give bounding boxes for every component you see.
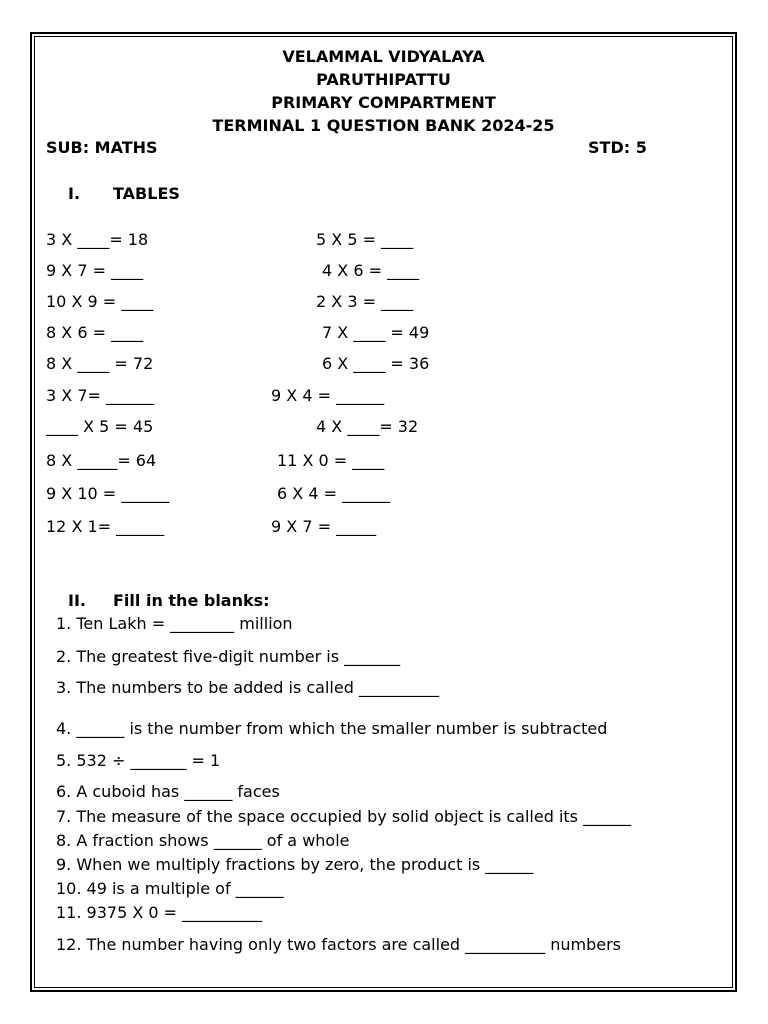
table-item-left: 3 X ____= 18 xyxy=(46,230,149,249)
section-2-numeral: II. xyxy=(68,591,86,610)
section-1-numeral: I. xyxy=(68,184,81,203)
compartment-title: PRIMARY COMPARTMENT xyxy=(271,93,496,112)
table-item-left: 12 X 1= ______ xyxy=(46,517,165,536)
question-item: 9. When we multiply fractions by zero, the product is ______ xyxy=(56,855,534,874)
question-item: 6. A cuboid has ______ faces xyxy=(56,782,280,801)
exam-title: TERMINAL 1 QUESTION BANK 2024-25 xyxy=(212,116,555,135)
table-item-right: 6 X 4 = ______ xyxy=(277,484,391,503)
question-item: 2. The greatest five-digit number is _______ xyxy=(56,647,401,666)
table-item-left: 8 X _____= 64 xyxy=(46,451,157,470)
table-item-left: 9 X 10 = ______ xyxy=(46,484,170,503)
question-item: 8. A fraction shows ______ of a whole xyxy=(56,831,350,850)
table-item-right: 2 X 3 = ____ xyxy=(316,292,414,311)
table-item-right: 4 X 6 = ____ xyxy=(322,261,420,280)
question-item: 4. ______ is the number from which the smaller number is subtracted xyxy=(56,719,608,738)
table-item-right: 7 X ____ = 49 xyxy=(322,323,430,342)
question-item: 1. Ten Lakh = ________ million xyxy=(56,614,293,633)
table-item-right: 4 X ____= 32 xyxy=(316,417,419,436)
section-1-title: TABLES xyxy=(113,184,180,203)
question-item: 12. The number having only two factors are called __________ numbers xyxy=(56,935,622,954)
table-item-left: 3 X 7= ______ xyxy=(46,386,154,405)
question-item: 5. 532 ÷ _______ = 1 xyxy=(56,751,221,770)
table-item-right: 9 X 7 = _____ xyxy=(271,517,377,536)
question-item: 7. The measure of the space occupied by solid object is called its ______ xyxy=(56,807,632,826)
table-item-right: 11 X 0 = ____ xyxy=(277,451,385,470)
section-2-title: Fill in the blanks: xyxy=(113,591,270,610)
table-item-right: 9 X 4 = ______ xyxy=(271,386,385,405)
table-item-left: 10 X 9 = ____ xyxy=(46,292,154,311)
table-item-left: 8 X ____ = 72 xyxy=(46,354,154,373)
table-item-left: 8 X 6 = ____ xyxy=(46,323,144,342)
question-item: 11. 9375 X 0 = __________ xyxy=(56,903,263,922)
table-item-right: 6 X ____ = 36 xyxy=(322,354,430,373)
table-item-left: 9 X 7 = ____ xyxy=(46,261,144,280)
table-item-left: ____ X 5 = 45 xyxy=(46,417,154,436)
std-label: STD: 5 xyxy=(588,138,647,157)
table-item-right: 5 X 5 = ____ xyxy=(316,230,414,249)
school-place: PARUTHIPATTU xyxy=(316,70,451,89)
subject-label: SUB: MATHS xyxy=(46,138,158,157)
question-item: 10. 49 is a multiple of ______ xyxy=(56,879,284,898)
school-name: VELAMMAL VIDYALAYA xyxy=(282,47,485,66)
question-item: 3. The numbers to be added is called __________ xyxy=(56,678,439,697)
